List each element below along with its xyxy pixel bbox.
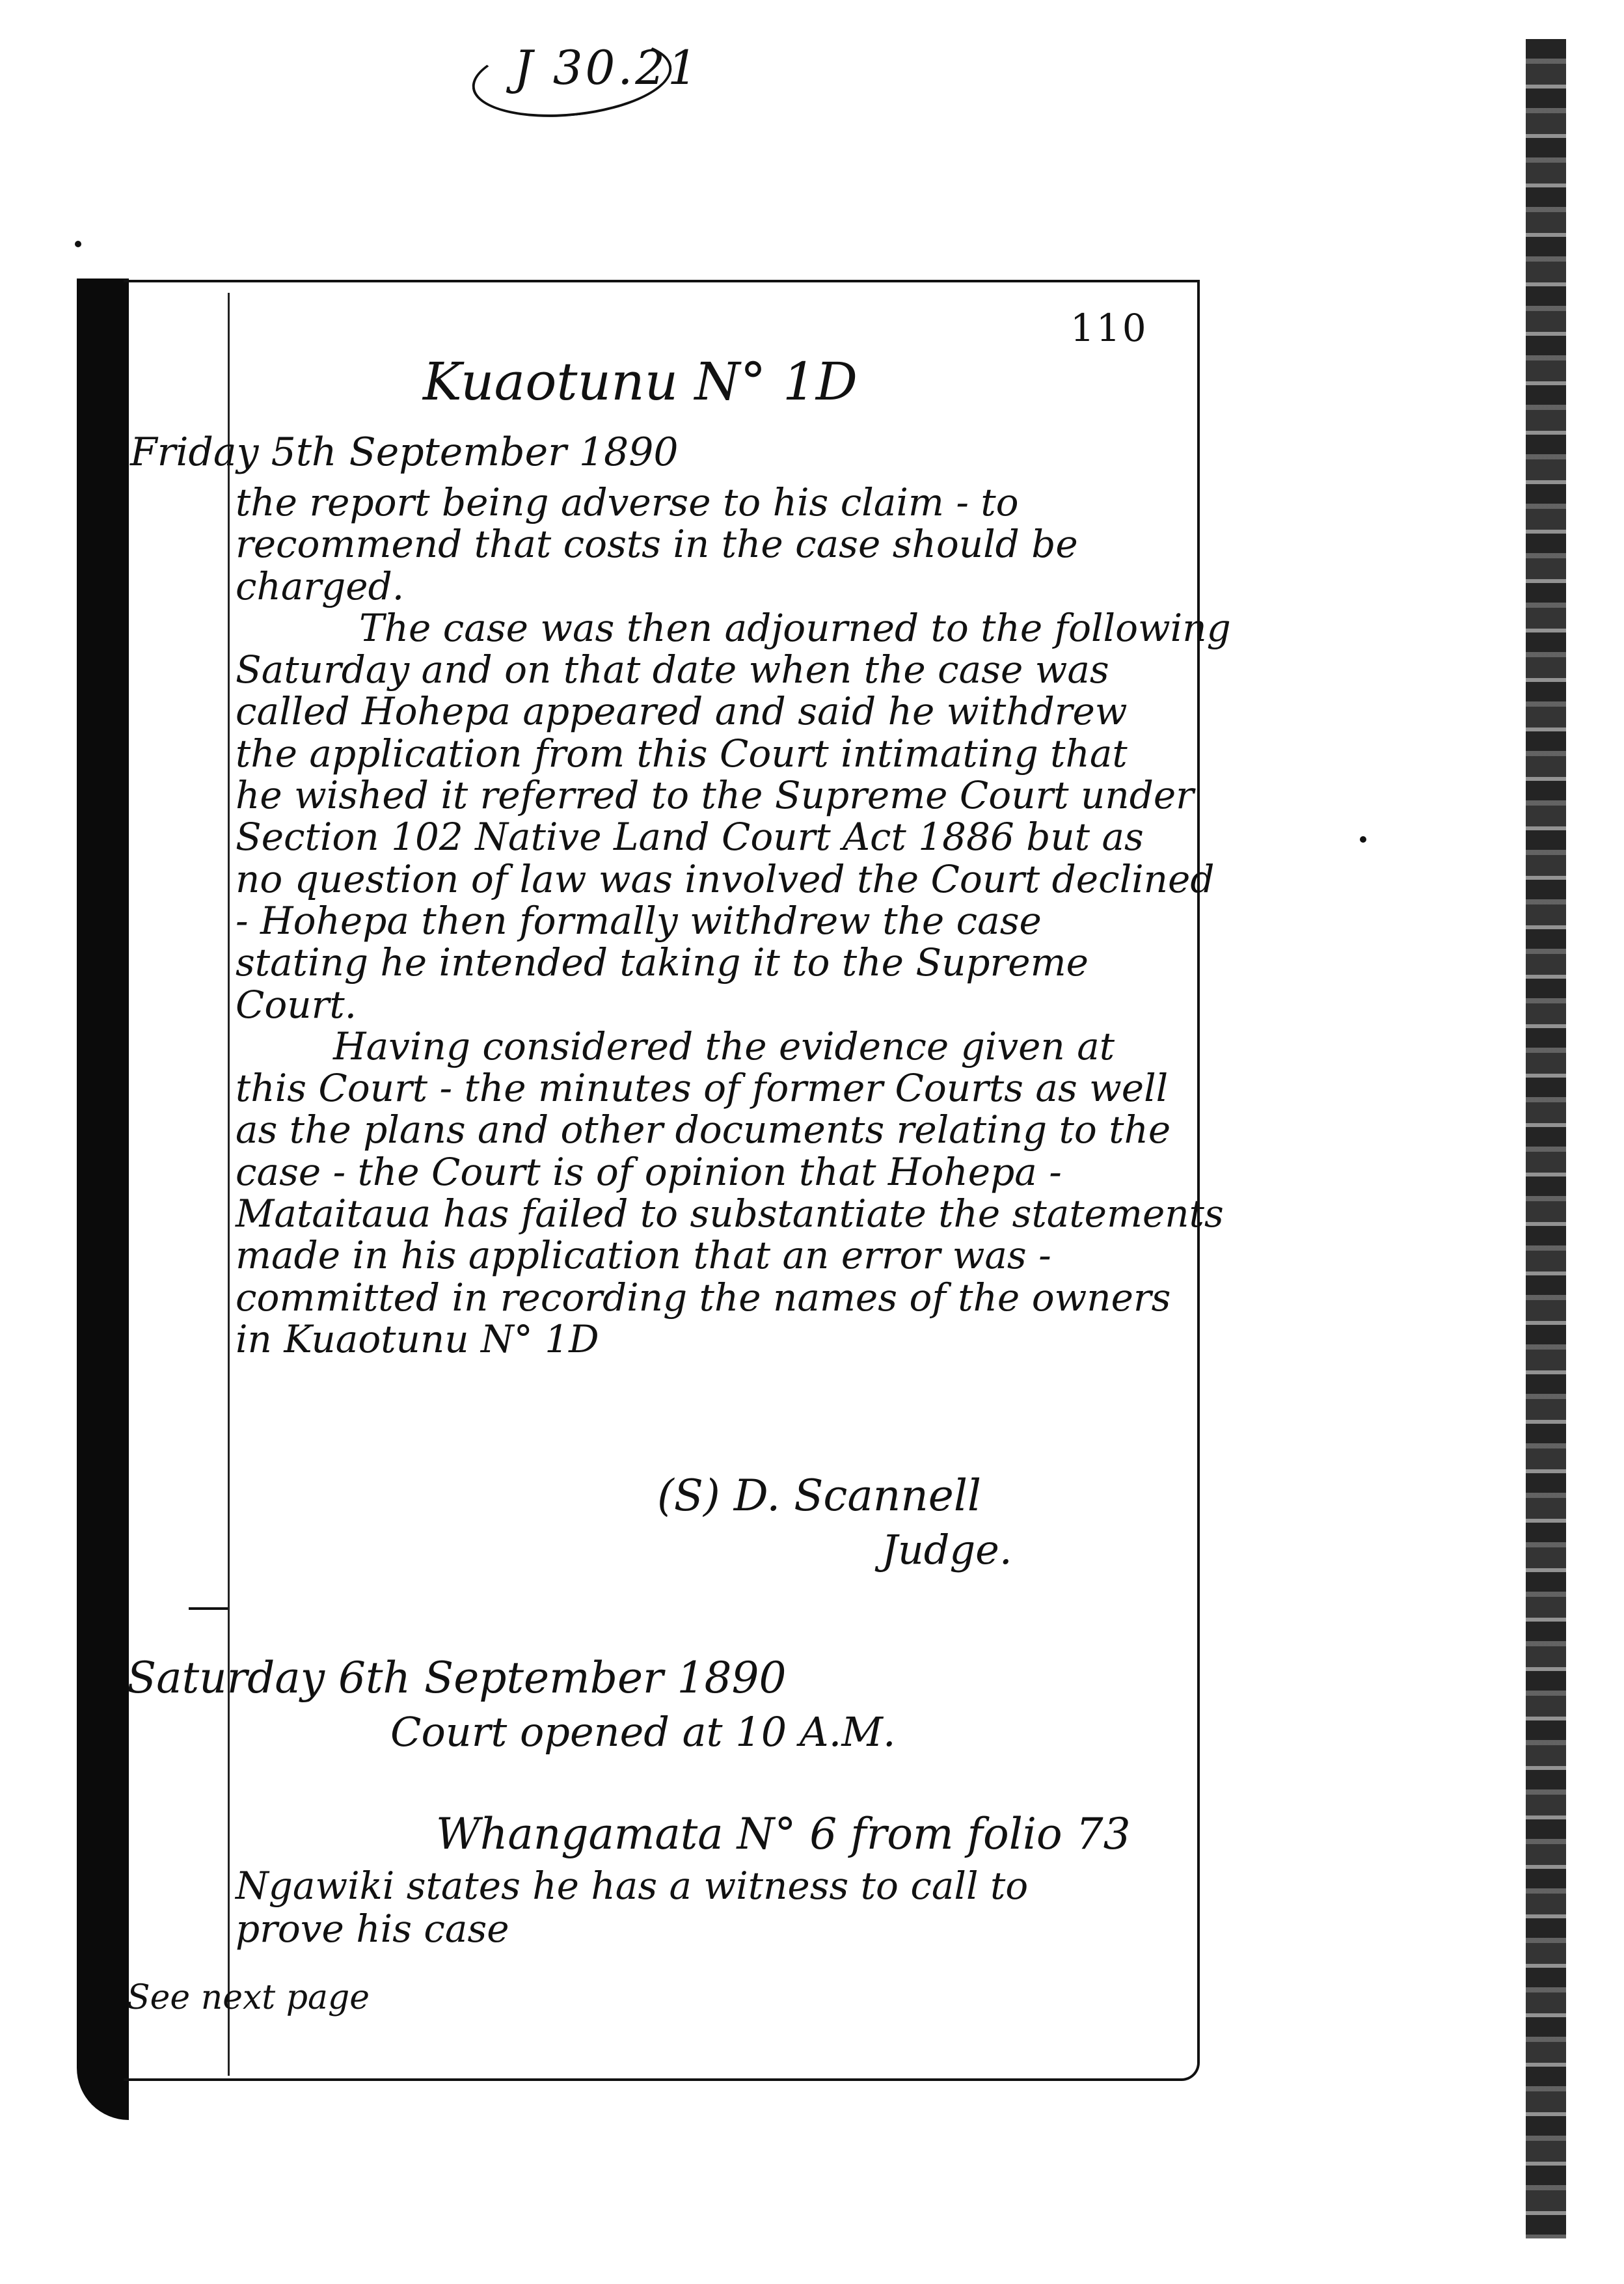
entry-date: Friday 5th September 1890 [130,429,679,475]
body-line: committed in recording the names of the owners [236,1275,1171,1320]
entry-body [236,1864,1028,1950]
judge-title: Judge. [882,1526,1012,1573]
body-line: Court. [236,982,357,1027]
margin-rule [228,293,230,2076]
body-line: in Kuaotunu N° 1D [236,1316,599,1361]
reference-tag: J 30.21 [514,40,700,95]
block-heading: Whangamata N° 6 from folio 73 [436,1809,1131,1859]
body-line: Section 102 Native Land Court Act 1886 but as [236,815,1144,860]
page-binding-shadow [77,279,129,2120]
body-line: Ngawiki states he has a witness to call to [236,1864,1029,1908]
body-line: Mataitaua has failed to substantiate the statements [236,1191,1224,1236]
body-line: Having considered the evidence given at [333,1024,1115,1068]
body-line: recommend that costs in the case should be [236,522,1078,567]
body-line: prove his case [236,1907,509,1951]
body-line: - Hohepa then formally withdrew the case [236,898,1042,943]
body-line: as the plans and other documents relating to the [236,1108,1171,1152]
body-line: called Hohepa appeared and said he withdrew [236,689,1128,734]
margin-mark [189,1607,228,1610]
speck [75,241,81,247]
page-number: 110 [1070,306,1148,350]
body-line: made in his application that an error was - [236,1233,1051,1278]
court-opened-note: Court opened at 10 A.M. [390,1708,896,1756]
page-edge-shadow [1526,39,1566,2238]
body-line: the application from this Court intimating that [236,731,1128,776]
body-line: the report being adverse to his claim - to [236,480,1019,524]
body-line: no question of law was involved the Court declined [236,856,1215,901]
body-line: The case was then adjourned to the following [359,605,1231,650]
block-heading: Kuaotunu N° 1D [423,351,858,412]
judge-signature: (S) D. Scannell [657,1471,982,1521]
entry-body [236,482,1231,1360]
body-line: he wished it referred to the Supreme Court under [236,773,1194,818]
body-line: stating he intended taking it to the Supreme [236,940,1089,985]
body-line: charged. [236,564,405,608]
body-line: this Court - the minutes of former Courts as well [236,1066,1169,1111]
body-line: Saturday and on that date when the case was [236,647,1109,692]
margin-note: See next page [127,1978,370,2017]
speck [1360,836,1366,843]
entry-date: Saturday 6th September 1890 [127,1653,787,1703]
body-line: case - the Court is of opinion that Hohepa - [236,1149,1062,1194]
